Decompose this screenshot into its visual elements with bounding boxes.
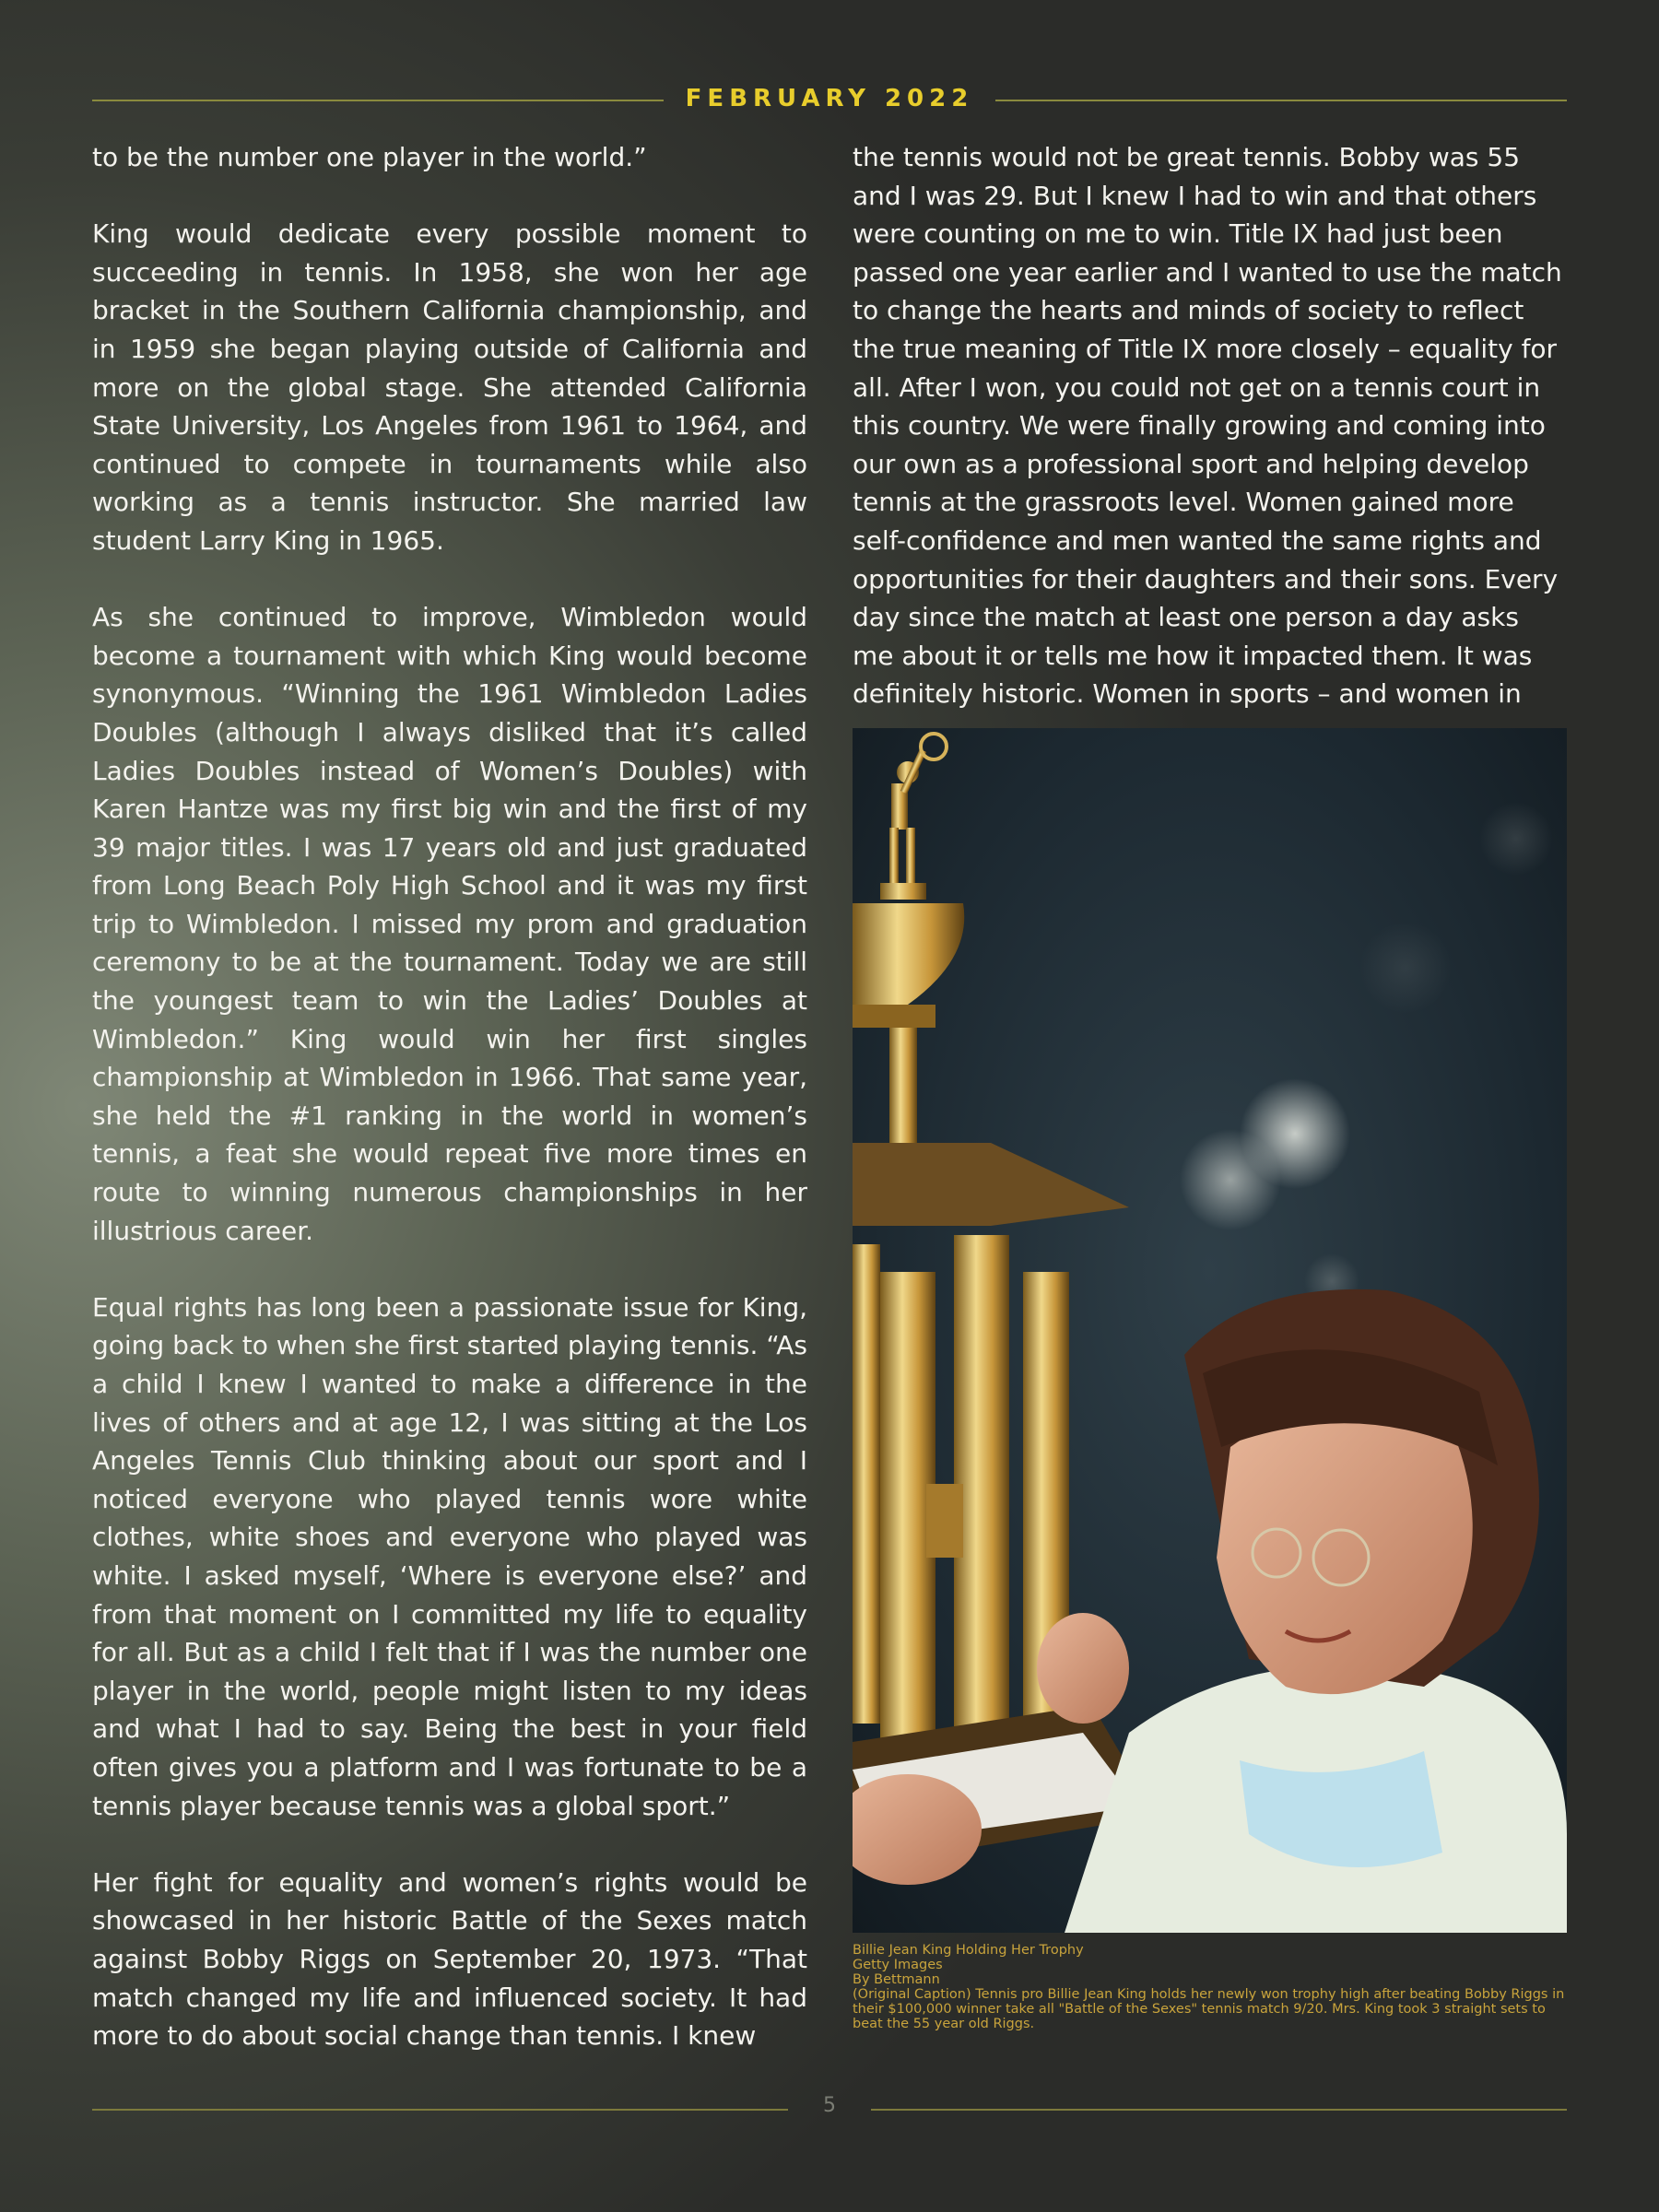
footer-rule-right <box>871 2109 1567 2111</box>
trophy-photo <box>853 728 1567 1933</box>
caption-credit: By Bettmann <box>853 1972 940 1987</box>
paragraph: the tennis would not be great tennis. Bobby was 55 and I was 29. But I knew I had to win and that others were counting on me to win. Title IX had just been passed one year earlier and I wanted to use the match to change the hearts and minds of society to reflect the true meaning of Title IX more closely – equality for all. After I won, you could not get on a tennis court in this country. We were finally growing and coming into our own as a professional sport and helping develop tennis at the grassroots level. Women gained more self-confidence and men wanted the same rights and opportunities for their daughters and their sons. Every day since the match at least one person a day asks me about it or tells me how it impacted them. It was definitely historic. Women in sports – and women in <box>853 142 1562 710</box>
paragraph: King would dedicate every possible moment to succeeding in tennis. In 1958, she won her age bracket in the Southern California championship, and in 1959 she began playing outside of California and more on the global stage. She attended California State University, Los Angeles from 1961 to 1964, and continued to compete in tournaments while also working as a tennis instructor. She married law student Larry King in 1965. <box>92 218 807 556</box>
left-column <box>92 138 807 2093</box>
page-number: 5 <box>823 2094 836 2117</box>
caption-text: (Original Caption) Tennis pro Billie Jean King holds her newly won trophy high after beating Bobby Riggs in their $100,000 winner take all "Battle of the Sexes" tennis match 9/20. Mrs. King took 3 straight sets to beat the 55 year old Riggs. <box>853 1987 1565 2031</box>
photo-illustration <box>853 728 1567 1933</box>
paragraph: As she continued to improve, Wimbledon would become a tournament with which King would become synonymous. “Winning the 1961 Wimbledon Ladies Doubles (although I always disliked that it’s called Ladies Doubles instead of Women’s Doubles) with Karen Hantze was my first big win and the first of my 39 major titles. I was 17 years old and just graduated from Long Beach Poly High School and it was my first trip to Wimbledon. I missed my prom and graduation ceremony to be at the tournament. Today we are still the youngest team to win the Ladies’ Doubles at Wimbledon.” King would win her first singles championship at Wimbledon in 1966. That same year, she held the #1 ranking in the world in women’s tennis, a feat she would repeat five more times en route to winning numerous championships in her illustrious career. <box>92 602 807 1246</box>
page-footer <box>92 2094 1567 2127</box>
right-column <box>853 138 1568 752</box>
page-header <box>92 85 1567 118</box>
photo-caption <box>853 1943 1567 2031</box>
paragraph: Equal rights has long been a passionate issue for King, going back to when she first started playing tennis. “As a child I knew I wanted to make a difference in the lives of others and at age 12, I was sitting at the Los Angeles Tennis Club thinking about our sport and I noticed everyone who played tennis wore white clothes, white shoes and everyone who played was white. I asked myself, ‘Where is everyone else?’ and from that moment on I committed my life to equality for all. But as a child I felt that if I was the number one player in the world, people might listen to my ideas and what I had to say. Being the best in your field often gives you a platform and I was fortunate to be a tennis player because tennis was a global sport.” <box>92 1291 807 1821</box>
caption-agency: Getty Images <box>853 1958 943 1972</box>
issue-date: FEBRUARY 2022 <box>685 85 974 112</box>
paragraph: to be the number one player in the world.” <box>92 142 647 172</box>
caption-title: Billie Jean King Holding Her Trophy <box>853 1943 1084 1958</box>
paragraph: Her fight for equality and women’s rights would be showcased in her historic Battle of the Sexes match against Bobby Riggs on September 20, 1973. “That match changed my life and influenced society. It had more to do about social change than tennis. I knew <box>92 1866 807 2052</box>
header-rule-right <box>995 100 1567 101</box>
